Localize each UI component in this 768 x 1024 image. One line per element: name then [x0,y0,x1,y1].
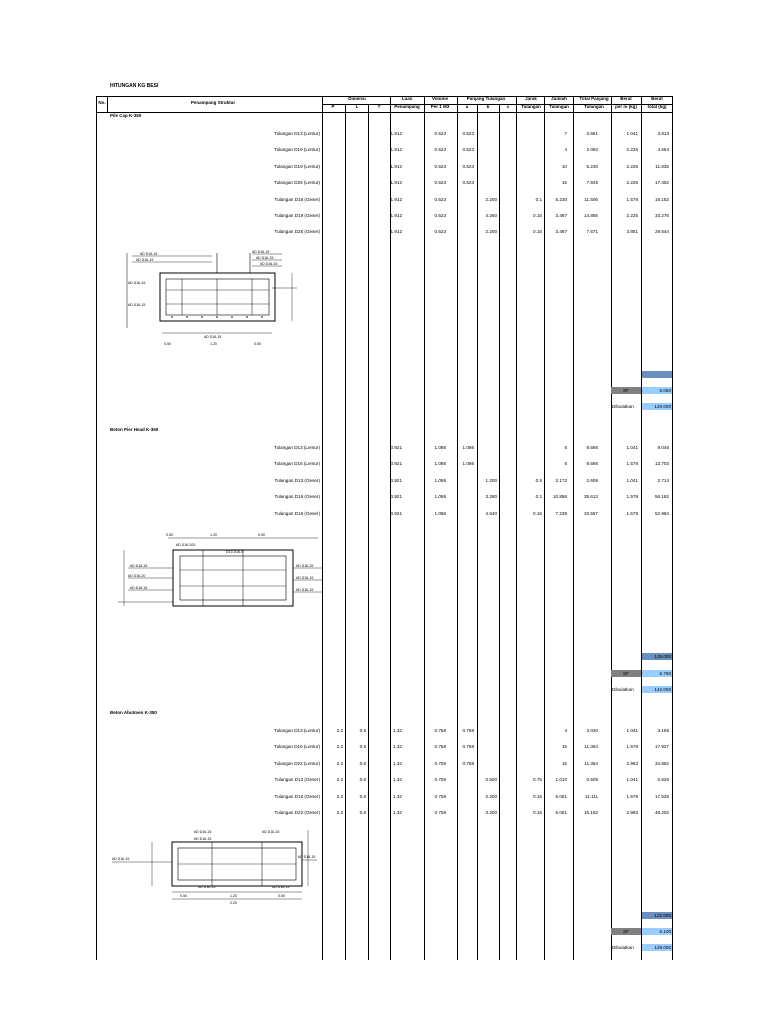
grid-line [368,104,369,960]
cell-luas: 0.921 [390,445,402,450]
cell-berat-total: 13.703 [654,461,669,467]
rebar-label: #D D16-15 [262,830,280,834]
pier-head-section-drawing [118,530,323,610]
cell-berat-total: 17.452 [654,180,669,186]
header-l: L [355,104,359,109]
row-label: Tulangan D19 (Lentur) [273,163,320,169]
cell-berat-total: 33.276 [654,213,669,218]
sum-cell: 135.000 [642,653,672,660]
cell-p: 2.2 [336,728,343,733]
cell-total-panjang: 16.162 [583,810,598,815]
row-label: Tulangan D13 (Lentur) [273,445,320,450]
header-dimensi: Dimensi [348,96,366,101]
cell-jumlah: 10.858 [552,494,567,500]
cell-a: 0.758 [462,744,474,750]
cell-berat-per-m: 3.851 [626,229,638,235]
grid-line [322,104,672,105]
section-title: Pile Cap K-350 [110,113,142,118]
rebar-label: #D D16-20 [128,574,146,578]
cell-b: 3.200 [485,810,497,815]
cell-jarak: 0.15 [533,793,542,799]
abutmen-section-drawing [112,826,317,906]
grid-line [96,96,672,97]
cell-total-panjang: 33.587 [583,510,598,516]
sf-label: SF [611,928,641,935]
cell-volume: 0.523 [434,131,446,136]
row-label: Tulangan D16 (Geser) [274,510,320,516]
cell-volume: 1.086 [434,477,446,483]
cell-jarak: 0.15 [533,229,542,235]
header-jarak-2: Tulangan [521,104,541,109]
cell-b: 1.200 [485,477,497,483]
cell-berat-per-m: 2.225 [626,163,638,169]
cell-b: 4.260 [485,213,497,218]
cell-berat-per-m: 1.578 [626,744,638,750]
cell-luas: 1.912 [390,163,402,169]
cell-berat-total: 17.528 [654,793,669,799]
dibulatkan-value: 120.000 [642,403,672,410]
row-label: Tulangan D16 (Geser) [274,793,320,799]
header-volume-2: Per 1 M3 [430,104,450,109]
rebar-label: #D D16-25 [296,564,314,568]
cell-berat-per-m: 1.041 [626,445,638,450]
grid-line [641,96,642,960]
cell-berat-total: 3.156 [657,728,669,733]
header-berat: Berat [620,96,632,101]
cell-berat-total: 11.635 [655,163,669,169]
header-a: a [465,104,469,109]
rebar-label: #D D16-15 [296,576,314,580]
header-t: T [377,104,381,109]
rebar-label: #D D16-15 [198,885,216,889]
cell-jarak: 0.5 [535,477,542,483]
rebar-label: #D D16-15 [194,830,212,834]
grid-line [499,104,500,960]
rebar-label: #D D16-15 [260,262,278,266]
sf-value: 5.060 [642,387,672,394]
cell-luas: 1.32 [393,728,402,733]
dimension-label: 0.50 [278,894,285,898]
cell-volume: 0.758 [434,810,446,815]
cell-total-panjang: 11.506 [584,196,598,202]
grid-line [477,104,478,960]
cell-jarak: 0.75 [533,777,542,783]
cell-luas: 0.921 [390,494,402,500]
cell-p: 2.2 [336,744,343,750]
cell-berat-per-m: 2.225 [626,180,638,186]
rebar-label: #D D16-15 [194,837,212,841]
grid-line [573,96,574,960]
cell-berat-per-m: 1.041 [626,777,638,783]
cell-l: 0.6 [359,793,366,799]
cell-b: 2.200 [485,196,497,202]
dibulatkan-label: Dibulatkan [612,945,634,950]
rebar-label: #D D16-15 [112,857,130,861]
cell-a: 0.523 [462,131,474,136]
cell-p: 2.2 [336,760,343,766]
sf-value: 6.760 [642,670,672,677]
cell-total-panjang: 8.686 [586,461,598,467]
rebar-label: #D D16-15 [130,586,148,590]
cell-total-panjang: 7.671 [586,229,598,235]
grid-line [672,96,673,960]
dimension-label: 0.50 [180,894,187,898]
dimension-label: 0.50 [258,533,265,537]
dimension-label: 1.20 [230,894,237,898]
cell-a: 0.758 [462,728,474,733]
rebar-label: #D D16-15 [140,252,158,256]
header-p: P [331,104,335,109]
cell-a: 0.758 [462,760,474,766]
grid-line [390,96,391,960]
cell-total-panjang: 3.030 [586,728,598,733]
cell-l: 0.6 [359,777,366,783]
cell-a: 0.523 [462,147,474,153]
cell-jarak: 0.15 [533,510,542,516]
cell-berat-per-m: 2.983 [626,810,638,815]
sf-label: SF [611,387,641,394]
grid-line [611,96,612,960]
cell-total-panjang: 11.364 [584,760,598,766]
cell-jumlah: 3.487 [555,229,567,235]
cell-berat-per-m: 1.578 [626,494,638,500]
row-label: Tulangan D16 (Lentur) [273,461,320,467]
cell-b: 3.280 [485,494,497,500]
cell-volume: 0.758 [434,728,446,733]
dimension-label: 0.50 [254,342,261,346]
row-label: Tulangan D22 (Lentur) [273,760,320,766]
sf-label: SF [611,670,641,677]
dimension-label: 0.50 [164,342,171,346]
cell-jumlah: 15 [561,760,567,766]
cell-luas: 0.921 [390,461,402,467]
cell-jumlah: 2.172 [555,477,567,483]
cell-total-panjang: 11.364 [584,744,598,750]
cell-volume: 0.523 [434,180,446,186]
rebar-label: D13 D16-5 [226,550,244,554]
cell-berat-total: 3.813 [657,131,669,136]
grid-line [96,112,672,113]
cell-volume: 0.523 [434,229,446,235]
cell-berat-total: 4.654 [657,147,669,153]
cell-berat-per-m: 1.578 [626,510,638,516]
cell-luas: 1.912 [390,147,402,153]
cell-jumlah: 8 [564,445,567,450]
cell-luas: 1.912 [390,180,402,186]
cell-berat-per-m: 1.041 [626,728,638,733]
cell-b: 0.500 [485,777,497,783]
cell-luas: 1.912 [390,131,402,136]
row-label: Tulangan D13 (Lentur) [273,131,320,136]
cell-berat-per-m: 1.041 [626,131,638,136]
cell-a: 0.523 [462,180,474,186]
header-luas-2: Penampang [394,104,420,109]
rebar-label: #D D16-15 [130,564,148,568]
dimension-label: 2.20 [230,901,237,905]
row-label: Tulangan D16 (Geser) [274,494,320,500]
pile-cap-section-drawing [122,248,297,346]
cell-volume: 0.758 [434,777,446,783]
cell-berat-per-m: 2.225 [626,213,638,218]
dimension-label: 1.20 [210,342,217,346]
grid-line [516,96,517,960]
cell-berat-total: 33.892 [654,760,669,766]
cell-luas: 0.921 [390,477,402,483]
cell-total-panjang: 5.230 [586,163,598,169]
cell-jarak: 0.1 [535,196,542,202]
cell-jarak: 0.1 [535,494,542,500]
header-volume: Volume [432,96,448,101]
cell-luas: 1.912 [390,196,402,202]
cell-volume: 1.086 [434,494,446,500]
rebar-label: #D D16-15 [272,885,290,889]
cell-jumlah: 3.487 [555,213,567,218]
cell-luas: 0.921 [390,510,402,516]
cell-luas: 1.32 [393,793,402,799]
cell-l: 0.6 [359,760,366,766]
cell-total-panjang: 35.613 [583,494,598,500]
cell-jarak: 0.15 [533,810,542,815]
section-title: Beton Abutmen K-350 [110,710,157,715]
header-berat-total: Berat [651,96,663,101]
cell-total-panjang: 14.856 [583,213,598,218]
cell-total-panjang: 2.606 [586,477,598,483]
header-luas: Luas [401,96,413,101]
dibulatkan-label: Dibulatkan [612,687,634,692]
row-label: Tulangan D25 (Lentur) [273,180,320,186]
cell-total-panjang: 2.092 [586,147,598,153]
dibulatkan-value: 129.000 [642,944,672,951]
cell-luas: 1.32 [393,744,402,750]
grid-line [457,96,458,960]
grid-line [544,96,545,960]
grid-line [322,96,323,960]
cell-berat-total: 0.526 [657,777,669,783]
cell-jumlah: 4 [564,147,567,153]
header-berat-2: per m (kg) [615,104,637,109]
cell-jarak: 0.15 [533,213,542,218]
dimension-label: 0.50 [166,533,173,537]
cell-berat-per-m: 1.041 [626,477,638,483]
cell-jumlah: 5.230 [555,196,567,202]
cell-luas: 1.32 [393,777,402,783]
cell-b: 4.640 [485,510,497,516]
cell-jumlah: 10 [561,163,567,169]
cell-berat-per-m: 1.578 [626,196,638,202]
header-panjang: Panjang Tulangan [466,96,506,101]
cell-jumlah: 1.010 [555,777,567,783]
cell-berat-total: 52.984 [654,510,669,516]
grid-line [96,96,97,960]
cell-luas: 1.912 [390,229,402,235]
cell-jumlah: 15 [561,744,567,750]
cell-b: 2.200 [485,793,497,799]
cell-a: 1.086 [462,445,474,450]
cell-total-panjang: 7.845 [586,180,598,186]
cell-volume: 0.523 [434,196,446,202]
rebar-label: #D D16-15 [128,303,146,307]
cell-berat-total: 9.046 [657,445,669,450]
rebar-label: #D D16-15 [298,855,316,859]
cell-berat-per-m: 2.983 [626,760,638,766]
rebar-label: #D D16-15 [252,250,270,254]
cell-p: 2.2 [336,777,343,783]
cell-a: 1.086 [462,461,474,467]
grid-line [345,104,346,960]
header-jarak: Jarak [525,96,537,101]
dimension-label: 1.20 [210,533,217,537]
dibulatkan-label: Dibulatkan [612,404,634,409]
header-no: No. [98,100,106,105]
cell-luas: 1.32 [393,760,402,766]
cell-jumlah: 7.239 [555,510,567,516]
cell-jumlah: 8 [564,461,567,467]
cell-total-panjang: 11.111 [584,793,598,799]
row-label: Tulangan D13 (Lentur) [273,728,320,733]
document-title: HITUNGAN KG BESI [110,83,159,89]
header-c: c [506,104,510,109]
row-label: Tulangan D13 (Geser) [274,777,320,783]
cell-jumlah: 15 [561,180,567,186]
cell-luas: 1.912 [390,213,402,218]
cell-berat-per-m: 1.578 [626,461,638,467]
cell-berat-total: 48.202 [654,810,669,815]
row-label: Tulangan D19 (Geser) [274,213,320,218]
cell-p: 2.2 [336,810,343,815]
row-label: Tulangan D22 (Geser) [274,810,320,815]
cell-berat-per-m: 2.225 [626,147,638,153]
cell-volume: 0.758 [434,793,446,799]
rebar-label: #D D16-15 [128,281,146,285]
cell-volume: 1.086 [434,510,446,516]
cell-jumlah: 4 [564,728,567,733]
header-total: Total Panjang [579,96,609,101]
cell-jumlah: 5.051 [555,810,567,815]
row-label: Tulangan D13 (Geser) [274,477,320,483]
header-jumlah-2: Tulangan [549,104,569,109]
cell-volume: 0.523 [434,213,446,218]
row-label: Tulangan D16 (Lentur) [273,744,320,750]
header-b: b [486,104,490,109]
cell-volume: 1.086 [434,461,446,467]
header-berat-total-2: total (kg) [647,104,667,109]
cell-volume: 0.758 [434,760,446,766]
cell-l: 0.6 [359,744,366,750]
header-penampang: Penampang Struktur [190,100,236,105]
dibulatkan-value: 142.000 [642,686,672,693]
cell-total-panjang: 0.505 [586,777,598,783]
grid-line [424,96,425,960]
section-title: Beton Pier Head K-350 [110,427,159,432]
sum-cell [642,371,672,378]
header-jumlah: Jumlah [551,96,567,101]
rebar-label: #D D16-15 [136,258,154,262]
header-total-2: Tulangan [584,104,604,109]
cell-jumlah: 7 [564,131,567,136]
rebar-label: #D D16-15 [256,256,274,260]
cell-berat-total: 2.714 [657,477,669,483]
cell-b: 2.200 [485,229,497,235]
rebar-label: #D D16-15 [296,588,314,592]
cell-volume: 0.523 [434,147,446,153]
row-label: Tulangan D16 (Geser) [274,196,320,202]
cell-total-panjang: 3.661 [586,131,598,136]
cell-l: 0.6 [359,810,366,815]
cell-l: 0.6 [359,728,366,733]
rebar-label: #D D16-200 [176,543,196,547]
cell-a: 0.523 [462,163,474,169]
cell-p: 2.2 [336,793,343,799]
grid-line [107,96,108,112]
row-label: Tulangan D19 (Lentur) [273,147,320,153]
cell-volume: 0.758 [434,744,446,750]
sf-value: 6.100 [642,928,672,935]
cell-berat-per-m: 1.578 [626,793,638,799]
cell-luas: 1.32 [393,810,402,815]
cell-volume: 1.086 [434,445,446,450]
row-label: Tulangan D25 (Geser) [274,229,320,235]
sum-cell: 122.000 [642,912,672,919]
cell-jumlah: 5.051 [555,793,567,799]
cell-berat-total: 56.182 [654,494,669,500]
rebar-label: #D D16-15 [204,335,222,339]
cell-berat-total: 17.927 [654,744,669,750]
cell-berat-total: 29.544 [654,229,669,235]
cell-total-panjang: 8.686 [586,445,598,450]
cell-volume: 0.523 [434,163,446,169]
cell-berat-total: 18.152 [654,196,669,202]
